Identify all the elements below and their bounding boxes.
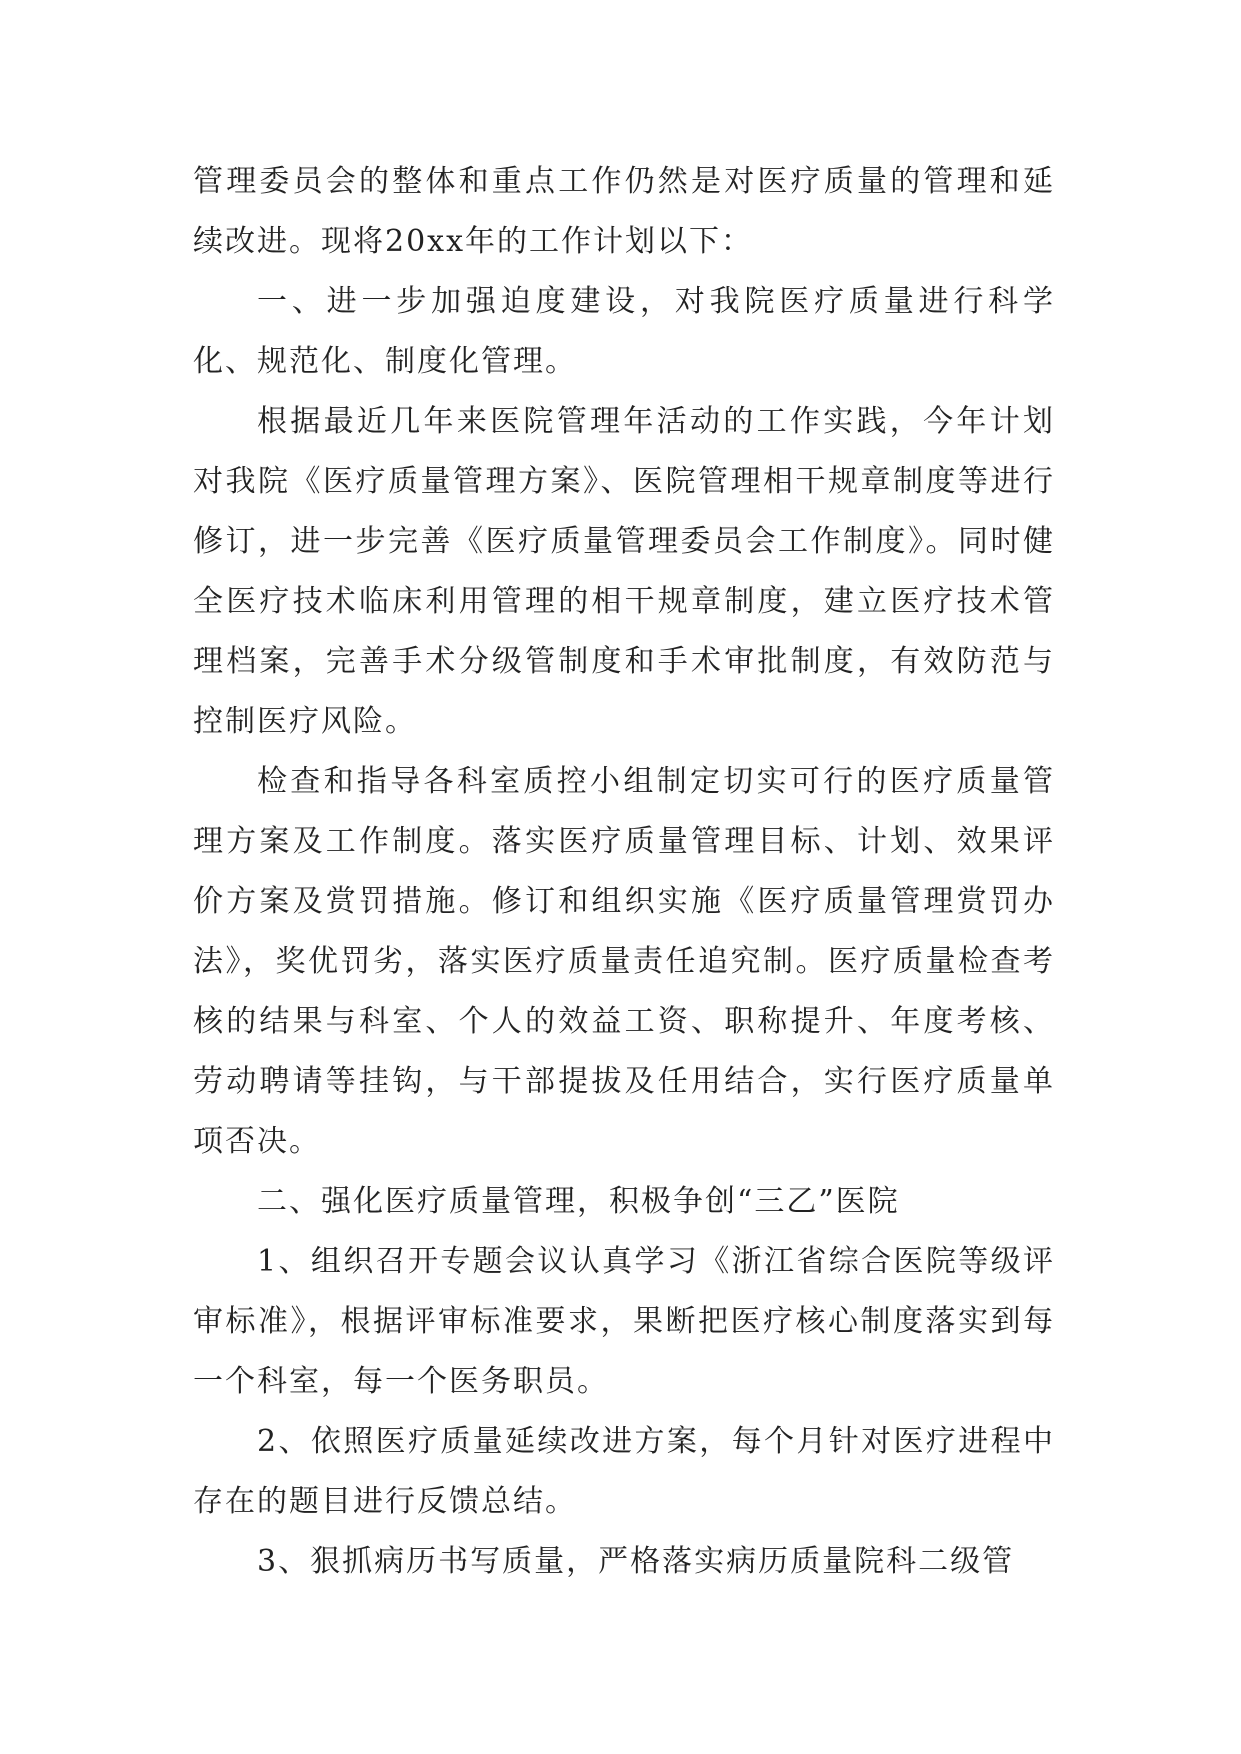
document-body <box>193 152 1055 1592</box>
paragraph-4: 检查和指导各科室质控小组制定切实可行的医疗质量管理方案及工作制度。落实医疗质量管理目标、计划、效果评价方案及赏罚措施。修订和组织实施《医疗质量管理赏罚办法》，奖优罚劣，落实医疗质量责任追究制。医疗质量检查考核的结果与科室、个人的效益工资、职称提升、年度考核、劳动聘请等挂钩，与干部提拔及任用结合，实行医疗质量单项否决。 <box>193 764 1055 1159</box>
paragraph-7: 2、依照医疗质量延续改进方案，每个月针对医疗进程中存在的题目进行反馈总结。 <box>193 1424 1055 1519</box>
paragraph-3: 根据最近几年来医院管理年活动的工作实践，今年计划对我院《医疗质量管理方案》、医院管理相干规章制度等进行修订，进一步完善《医疗质量管理委员会工作制度》。同时健全医疗技术临床利用管理的相干规章制度，建立医疗技术管理档案，完善手术分级管制度和手术审批制度，有效防范与控制医疗风险。 <box>193 404 1055 739</box>
paragraph-2: 一、进一步加强迫度建设，对我院医疗质量进行科学化、规范化、制度化管理。 <box>193 284 1055 379</box>
paragraph-6: 1、组织召开专题会议认真学习《浙江省综合医院等级评审标准》，根据评审标准要求，果断把医疗核心制度落实到每一个科室，每一个医务职员。 <box>193 1244 1055 1399</box>
paragraph-5-heading: 二、强化医疗质量管理，积极争创“三乙”医院 <box>257 1184 900 1219</box>
paragraph-8: 3、狠抓病历书写质量，严格落实病历质量院科二级管 <box>257 1544 1015 1579</box>
paragraph-1: 管理委员会的整体和重点工作仍然是对医疗质量的管理和延续改进。现将20xx年的工作计划以下： <box>193 164 1055 259</box>
